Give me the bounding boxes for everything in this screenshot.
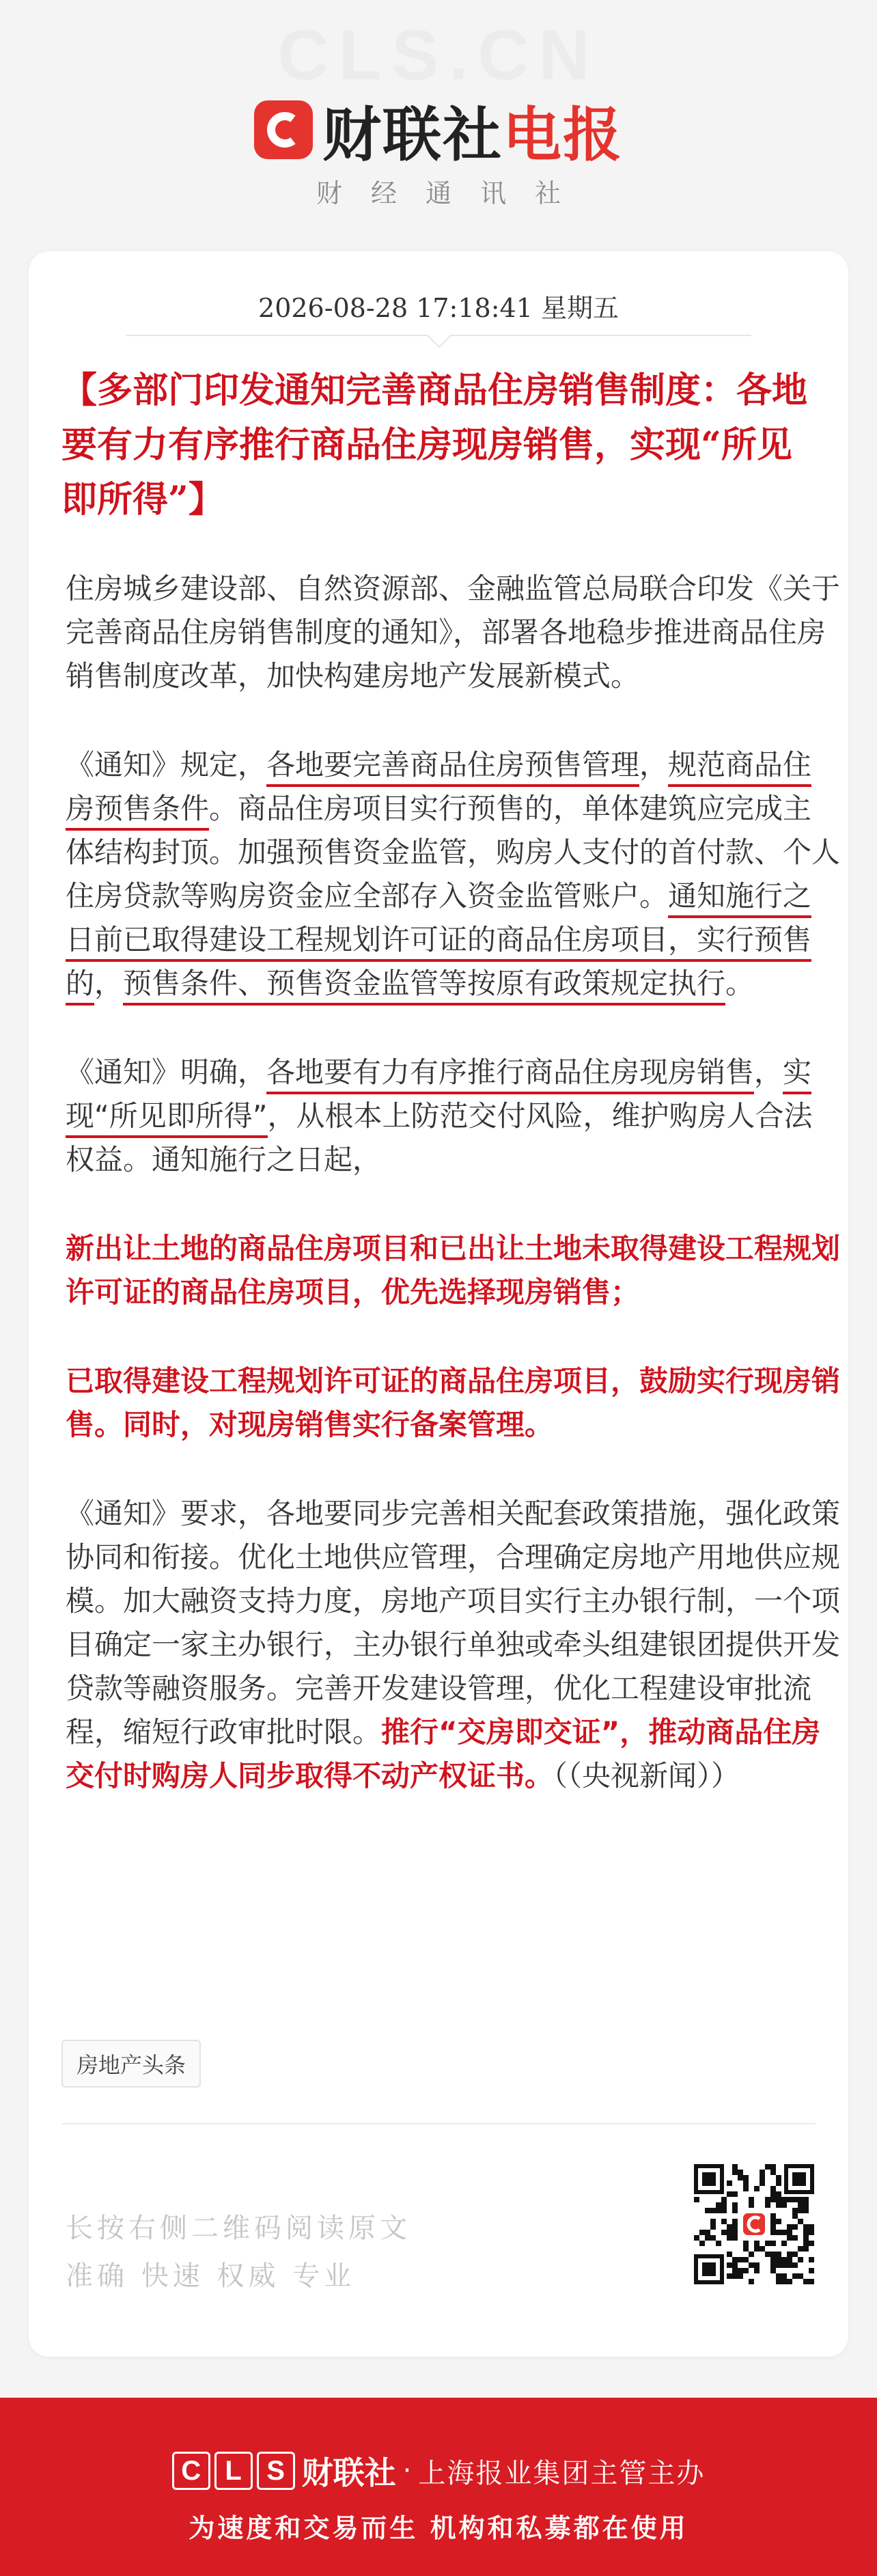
article-headline: 【多部门印发通知完善商品住房销售制度：各地要有力有序推行商品住房现房销售，实现“所见即所得”】 bbox=[61, 370, 808, 521]
brand-badge-icon bbox=[254, 100, 313, 159]
footer-separator: · bbox=[402, 2455, 412, 2487]
brand-logo bbox=[0, 96, 877, 169]
paragraph-4: 新出让土地的商品住房项目和已出让土地未取得建设工程规划许可证的商品住房项目，优先选择现房销售； bbox=[66, 1232, 841, 1309]
topic-tag[interactable]: 房地产头条 bbox=[61, 2040, 201, 2088]
p3-text-a: 《通知》明确， bbox=[66, 1055, 267, 1089]
paragraph-5: 已取得建设工程规划许可证的商品住房项目，鼓励实行现房销售。同时，对现房销售实行备案管理。 bbox=[66, 1364, 841, 1441]
qr-hint: 长按右侧二维码阅读原文 bbox=[66, 2213, 411, 2244]
datetime-notch bbox=[427, 323, 452, 348]
brand-name bbox=[322, 87, 623, 172]
card-divider bbox=[61, 2123, 816, 2124]
p2-underline-3: 通知施行之日前已取得建设工程规划许可证的商品住房项目，实行预售的 bbox=[66, 879, 811, 1006]
brand-name-black: 财联社 bbox=[322, 101, 503, 169]
footer-brand-name: 财联社 bbox=[301, 2454, 396, 2491]
cls-letter-c: C bbox=[172, 2452, 210, 2490]
p3-underline-1: 各地要有力有序推行商品住房现房销售 bbox=[266, 1055, 754, 1094]
cls-letter-s: S bbox=[257, 2452, 295, 2490]
p2-text-a: 《通知》规定， bbox=[66, 748, 267, 781]
p3-underline-2: 实现“所见即所得” bbox=[66, 1055, 811, 1138]
p6-source: （（央视新闻）） bbox=[553, 1759, 740, 1792]
footer-brand-row bbox=[0, 2448, 877, 2493]
p2-underline-1: 各地要完善商品住房预售管理 bbox=[266, 748, 639, 787]
publish-datetime: 2026-08-28 17:18:41 星期五 bbox=[258, 293, 619, 323]
p6-text-a: 《通知》要求，各地要同步完善相关配套政策措施，强化政策协同和衔接。优化土地供应管理，合理确定房地产用地供应规模。加大融资支持力度，房地产项目实行主办银行制，一个项目确定一家主办银行，主办银行单独或牵头组建银团提供开发贷款等融资服务。完善开发建设管理，优化工程建设审批流程，缩短行政审批时限。 bbox=[66, 1497, 841, 1749]
paragraph-1: 住房城乡建设部、自然资源部、金融监管总局联合印发《关于完善商品住房销售制度的通知》，部署各地稳步推进商品住房销售制度改革，加快构建房地产发展新模式。 bbox=[66, 572, 841, 693]
brand-subtitle: 财经通讯社 bbox=[316, 178, 589, 208]
article-body bbox=[66, 567, 840, 1798]
paragraph-3 bbox=[66, 1051, 840, 1182]
p6-bold-red: 推行“交房即交证”，推动商品住房交付时购房人同步取得不动产权证书。 bbox=[66, 1715, 821, 1792]
datetime-row bbox=[29, 287, 848, 324]
cls-watermark: CLS.CN bbox=[277, 16, 600, 95]
p2-text-e: 。商品住房项目实行预售的，单体建筑应完成主体结构封顶。加强预售资金监管，购房人支付的首付款、个人住房贷款等购房资金应全部存入资金监管账户。 bbox=[66, 792, 841, 913]
footer-slogan: 为速度和交易而生 机构和私募都在使用 bbox=[189, 2513, 688, 2543]
footer-group-name: 上海报业集团主管主办 bbox=[418, 2457, 706, 2489]
p3-text-c: ， bbox=[754, 1055, 783, 1089]
paragraph-6 bbox=[66, 1492, 840, 1798]
cls-letter-l: L bbox=[214, 2452, 253, 2490]
p2-text-i: 。 bbox=[725, 967, 755, 1000]
p2-text-g: ， bbox=[94, 967, 124, 1000]
p2-underline-2: 规范商品住房预售条件 bbox=[66, 748, 811, 831]
paragraph-2 bbox=[66, 743, 840, 1006]
cls-logo-icon bbox=[172, 2452, 295, 2490]
footer-banner bbox=[0, 2398, 877, 2576]
brand-name-red: 电报 bbox=[503, 101, 623, 169]
brand-motto: 准确 快速 权威 专业 bbox=[66, 2260, 356, 2292]
article-card bbox=[29, 251, 848, 2357]
p3-text-e: ，从根本上防范交付风险，维护购房人合法权益。通知施行之日起， bbox=[66, 1099, 813, 1176]
qr-code-icon[interactable] bbox=[694, 2164, 814, 2284]
p2-underline-4: 预售条件、预售资金监管等按原有政策规定执行 bbox=[123, 967, 725, 1006]
p2-text-c: ， bbox=[639, 748, 669, 781]
